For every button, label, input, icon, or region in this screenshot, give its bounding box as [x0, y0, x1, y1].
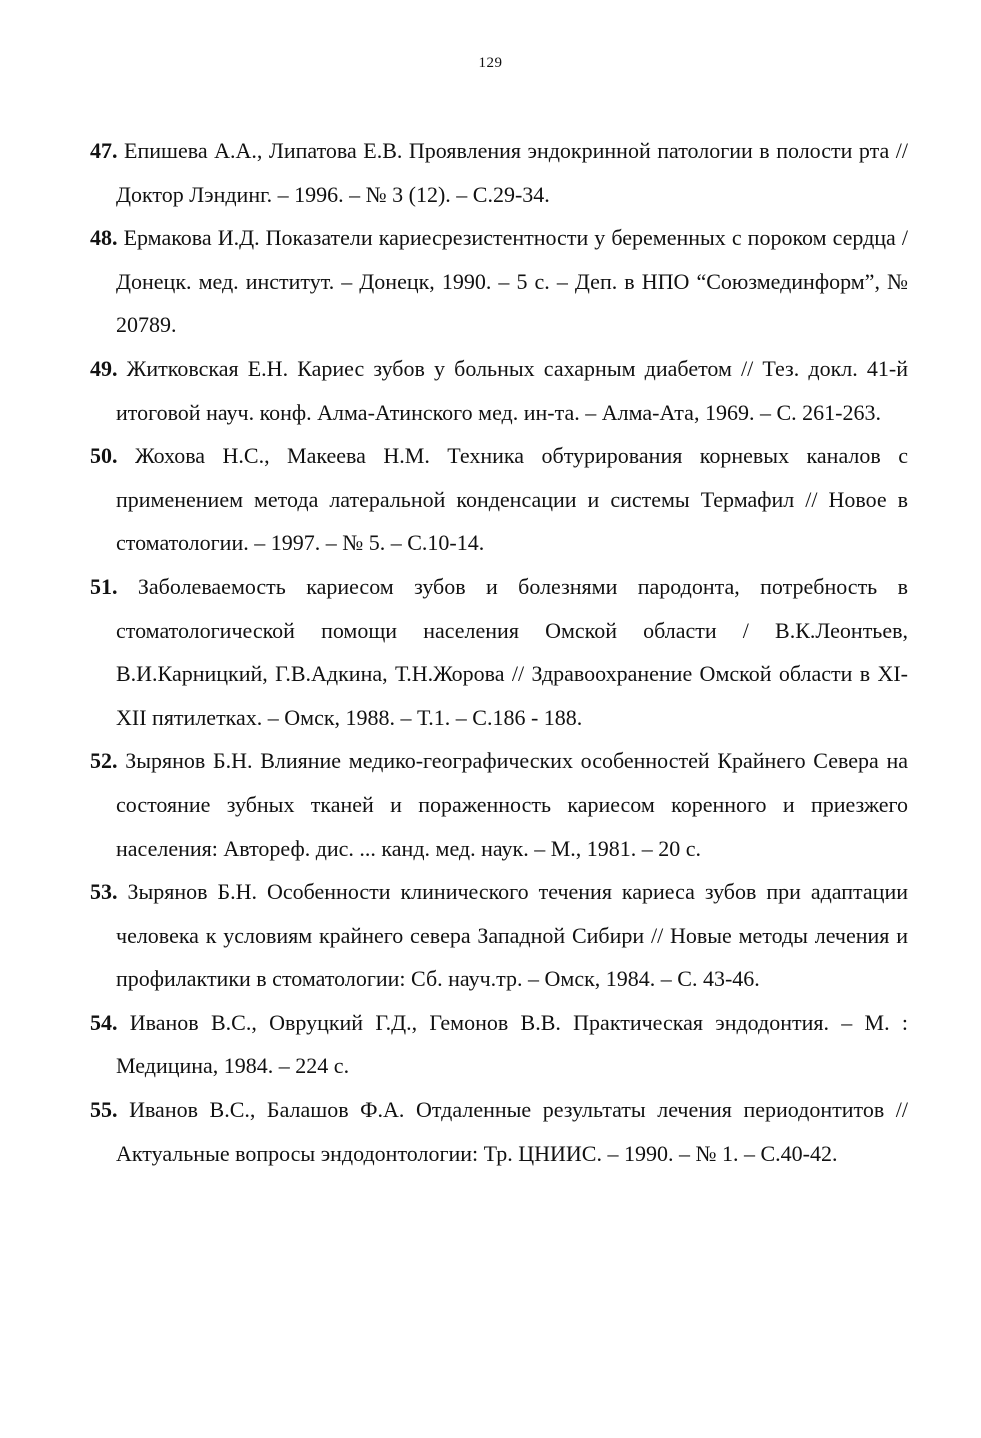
reference-number: 52.: [90, 748, 118, 774]
reference-number: 48.: [90, 225, 118, 251]
reference-text: Ермакова И.Д. Показатели кариесрезистентности у беременных с пороком сердца / Донецк. мед. институт. – Донецк, 1990. – 5 с. – Деп. в НПО “Союзмединформ”, № 20789.: [116, 225, 908, 338]
reference-item-53: [90, 870, 908, 1001]
reference-number: 55.: [90, 1097, 118, 1123]
page-number: 129: [478, 55, 503, 71]
reference-text: Епишева А.А., Липатова Е.В. Проявления эндокринной патологии в полости рта // Доктор Лэндинг. – 1996. – № 3 (12). – С.29-34.: [116, 138, 909, 207]
reference-text: Заболеваемость кариесом зубов и болезнями пародонта, потребность в стоматологической помощи населения Омской области / В.К.Леонтьев, В.И.Карницкий, Г.В.Адкина, Т.Н.Жорова // Здравоохранение Омской области в XI-XII пятилетках. – Омск, 1988. – Т.1. – С.186 - 188.: [116, 573, 908, 730]
reference-number: 54.: [90, 1009, 118, 1035]
reference-number: 51.: [90, 573, 118, 599]
reference-list: [90, 129, 908, 1175]
reference-text: Житковская Е.Н. Кариес зубов у больных сахарным диабетом // Тез. докл. 41-й итоговой науч. конф. Алма-Атинского мед. ин-та. – Алма-Ата, 1969. – С. 261-263.: [116, 355, 909, 425]
reference-text: Жохова Н.С., Макеева Н.М. Техника обтурирования корневых каналов с применением метода латеральной конденсации и системы Термафил // Новое в стоматологии. – 1997. – № 5. – С.10-14.: [116, 443, 909, 556]
reference-number: 47.: [90, 138, 118, 163]
reference-text: Зырянов Б.Н. Особенности клинического течения кариеса зубов при адаптации человека к условиям крайнего севера Западной Сибири // Новые методы лечения и профилактики в стоматологии: Сб. науч.тр. – Омск, 1984. – С. 43-46.: [116, 879, 908, 992]
reference-item-54: [90, 1001, 908, 1088]
reference-number: 50.: [90, 443, 118, 469]
reference-text: Иванов В.С., Балашов Ф.А. Отдаленные результаты лечения периодонтитов // Актуальные вопросы эндодонтологии: Тр. ЦНИИС. – 1990. – № 1. – С.40-42.: [116, 1097, 908, 1166]
reference-item-49: [90, 347, 908, 434]
reference-item-55: [90, 1088, 908, 1175]
reference-item-50: [90, 434, 908, 565]
reference-number: 49.: [90, 355, 118, 381]
reference-item-52: [90, 739, 908, 870]
reference-text: Зырянов Б.Н. Влияние медико-географических особенностей Крайнего Севера на состояние зубных тканей и пораженность кариесом коренного и приезжего населения: Автореф. дис. ... канд. мед. наук. – М., 1981. – 20 с.: [116, 748, 909, 861]
reference-item-47: [90, 129, 908, 216]
reference-item-48: [90, 216, 908, 347]
reference-item-51: [90, 565, 908, 739]
reference-number: 53.: [90, 879, 118, 905]
reference-text: Иванов В.С., Овруцкий Г.Д., Гемонов В.В. Практическая эндодонтия. – М. : Медицина, 1984. – 224 с.: [116, 1009, 909, 1079]
